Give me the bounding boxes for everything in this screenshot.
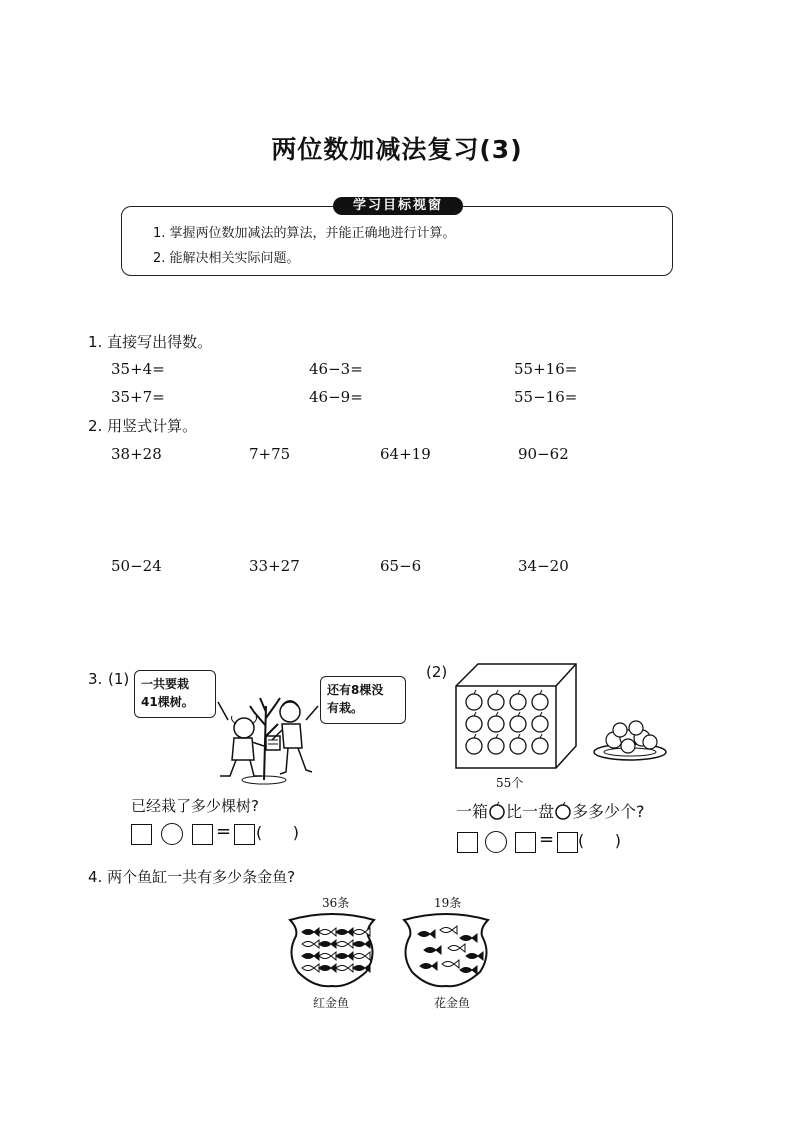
equals-sign: =	[216, 821, 232, 842]
plate-of-apples-illustration	[592, 716, 670, 764]
apple-icon	[532, 694, 548, 710]
apple-icon	[510, 738, 526, 754]
fish-tank-flower-goldfish	[400, 910, 492, 988]
q2-exercise: 50−24	[111, 557, 162, 575]
question-3-2-text	[456, 799, 645, 822]
q2-exercise: 7+75	[249, 445, 291, 463]
speech-bubble-left	[134, 670, 216, 718]
answer-box[interactable]	[515, 832, 536, 853]
question-3-part-1-label: (1)	[108, 670, 130, 688]
q1-exercise: 35+4=	[111, 360, 165, 378]
goal-item-1: 1. 掌握两位数加减法的算法，并能正确地进行计算。	[153, 226, 456, 241]
tank-2-name: 花金鱼	[434, 996, 471, 1010]
fish-tank-red-goldfish	[286, 910, 378, 988]
question-2-label: 2. 用竖式计算。	[88, 417, 198, 435]
operator-circle[interactable]	[485, 831, 507, 853]
q2-exercise: 34−20	[518, 557, 569, 575]
goal-item-2: 2. 能解决相关实际问题。	[153, 251, 300, 266]
tank-2-count: 19条	[434, 896, 462, 910]
apple-icon	[488, 738, 504, 754]
question-3-1-text: 已经栽了多少棵树?	[131, 797, 259, 815]
question-text-part: 比一盘	[506, 802, 555, 821]
children-planting-tree-illustration	[206, 676, 330, 786]
apple-icon	[532, 738, 548, 754]
q2-exercise: 38+28	[111, 445, 162, 463]
apple-icon	[532, 716, 548, 732]
question-text-part: 多多少个?	[572, 802, 645, 821]
q1-exercise: 55+16=	[514, 360, 578, 378]
apple-icon	[488, 694, 504, 710]
apple-icon	[466, 694, 482, 710]
page-title: 两位数加减法复习(3)	[271, 135, 523, 164]
operator-circle[interactable]	[161, 823, 183, 845]
answer-box[interactable]	[131, 824, 152, 845]
q1-exercise: 55−16=	[514, 388, 578, 406]
bubble-line: 一共要栽	[141, 677, 190, 691]
tank-1-count: 36条	[322, 896, 350, 910]
apple-icon	[510, 694, 526, 710]
answer-box[interactable]	[192, 824, 213, 845]
q2-exercise: 33+27	[249, 557, 300, 575]
question-3-label: 3.	[88, 670, 103, 688]
apple-icon	[510, 716, 526, 732]
question-3-part-2-label: (2)	[426, 663, 448, 681]
q2-exercise: 64+19	[380, 445, 431, 463]
apple-icon	[554, 802, 572, 820]
tank-1-name: 红金鱼	[313, 996, 350, 1010]
answer-box[interactable]	[557, 832, 578, 853]
q1-exercise: 46−9=	[309, 388, 363, 406]
apple-crate-illustration	[452, 660, 580, 772]
q2-exercise: 65−6	[380, 557, 422, 575]
apple-icon	[466, 738, 482, 754]
answer-box[interactable]	[457, 832, 478, 853]
speech-bubble-right	[320, 676, 406, 724]
apple-icon	[488, 716, 504, 732]
bubble-line: 有栽。	[327, 701, 364, 715]
answer-box[interactable]	[234, 824, 255, 845]
answer-parenthesis[interactable]: ( )	[578, 831, 621, 850]
answer-parenthesis[interactable]: ( )	[256, 823, 299, 842]
question-1-label: 1. 直接写出得数。	[88, 333, 213, 351]
apple-icon	[488, 802, 506, 820]
bubble-line: 还有8棵没	[327, 683, 384, 697]
equals-sign: =	[539, 829, 555, 850]
question-text-part: 一箱	[456, 802, 489, 821]
crate-count: 55个	[496, 776, 524, 790]
question-4-label: 4. 两个鱼缸一共有多少条金鱼?	[88, 868, 296, 886]
q1-exercise: 35+7=	[111, 388, 165, 406]
apple-icon	[466, 716, 482, 732]
learning-goals-tab: 学习目标视窗	[333, 197, 463, 215]
q2-exercise: 90−62	[518, 445, 569, 463]
q1-exercise: 46−3=	[309, 360, 363, 378]
bubble-line: 41棵树。	[141, 695, 194, 709]
